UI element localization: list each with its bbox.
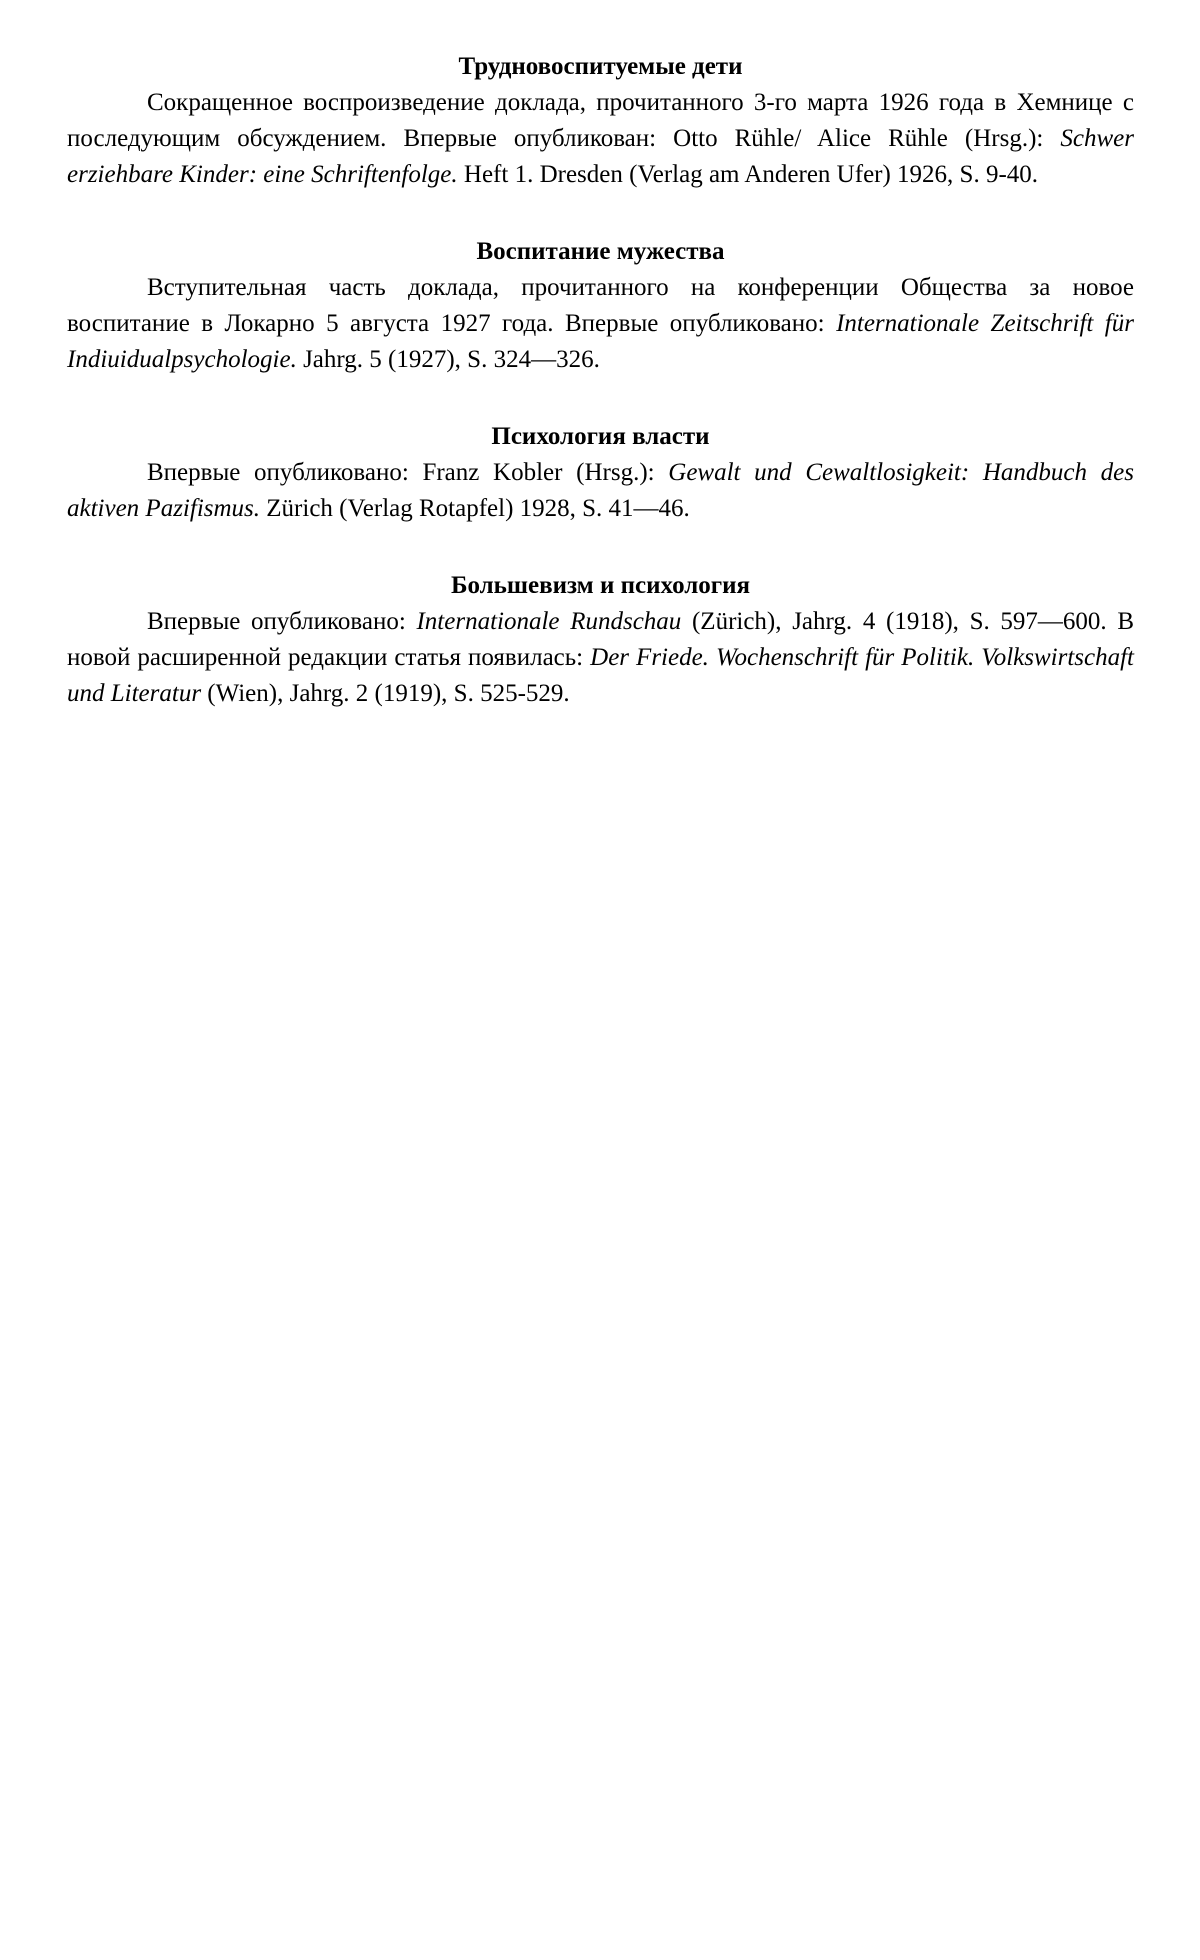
paragraph-text: Впервые опубликовано: xyxy=(147,608,417,635)
paragraph-text: Впервые опубликовано: Franz Kobler (Hrsg.): xyxy=(147,459,669,486)
paragraph-text: Сокращенное воспроизведение доклада, прочитанного 3-го марта 1926 года в Хемнице с последующим обсуждением. Впервые опубликован: Otto Rühle/ Alice Rühle (Hrsg.): xyxy=(67,89,1134,152)
paragraph-italic-title: Internationale Rundschau xyxy=(416,608,682,635)
section-difficult-children xyxy=(67,50,1134,193)
paragraph-text: Zürich (Verlag Rotapfel) 1928, S. 41—46. xyxy=(260,495,690,522)
paragraph-italic-title: Schwer erziehbare Kinder: eine Schriftenfolge. xyxy=(67,125,1134,188)
section-title: Психология власти xyxy=(491,423,710,450)
section-courage-education xyxy=(67,235,1134,378)
paragraph-text: Heft 1. Dresden (Verlag am Anderen Ufer) 1926, S. 9-40. xyxy=(457,161,1039,188)
section-psychology-of-power xyxy=(67,420,1134,527)
section-title: Воспитание мужества xyxy=(476,238,725,265)
paragraph-italic-title: Gewalt und Cewaltlosigkeit: Handbuch des aktiven Pazifismus. xyxy=(67,459,1134,522)
document-page xyxy=(67,50,1134,754)
section-paragraph xyxy=(67,85,1134,193)
paragraph-text: Вступительная часть доклада, прочитанного на конференции Общества за новое воспитание в Локарно 5 августа 1927 года. Впервые опубликовано: xyxy=(67,274,1134,337)
section-paragraph xyxy=(67,604,1134,712)
section-bolshevism-psychology xyxy=(67,569,1134,712)
paragraph-italic-title: Internationale Zeitschrift für Indiuidualpsychologie. xyxy=(67,310,1134,373)
paragraph-text: (Wien), Jahrg. 2 (1919), S. 525-529. xyxy=(201,680,570,707)
paragraph-italic-title: Der Friede. Wochenschrift für Politik. Volkswirtschaft und Literatur xyxy=(67,644,1134,707)
section-title: Трудновоспитуемые дети xyxy=(458,53,743,80)
section-paragraph xyxy=(67,270,1134,378)
paragraph-text: (Zürich), Jahrg. 4 (1918), S. 597—600. В новой расширенной редакции статья появилась: xyxy=(67,608,1134,671)
section-title: Большевизм и психология xyxy=(450,572,751,599)
paragraph-text: Jahrg. 5 (1927), S. 324—326. xyxy=(296,346,600,373)
section-paragraph xyxy=(67,455,1134,527)
